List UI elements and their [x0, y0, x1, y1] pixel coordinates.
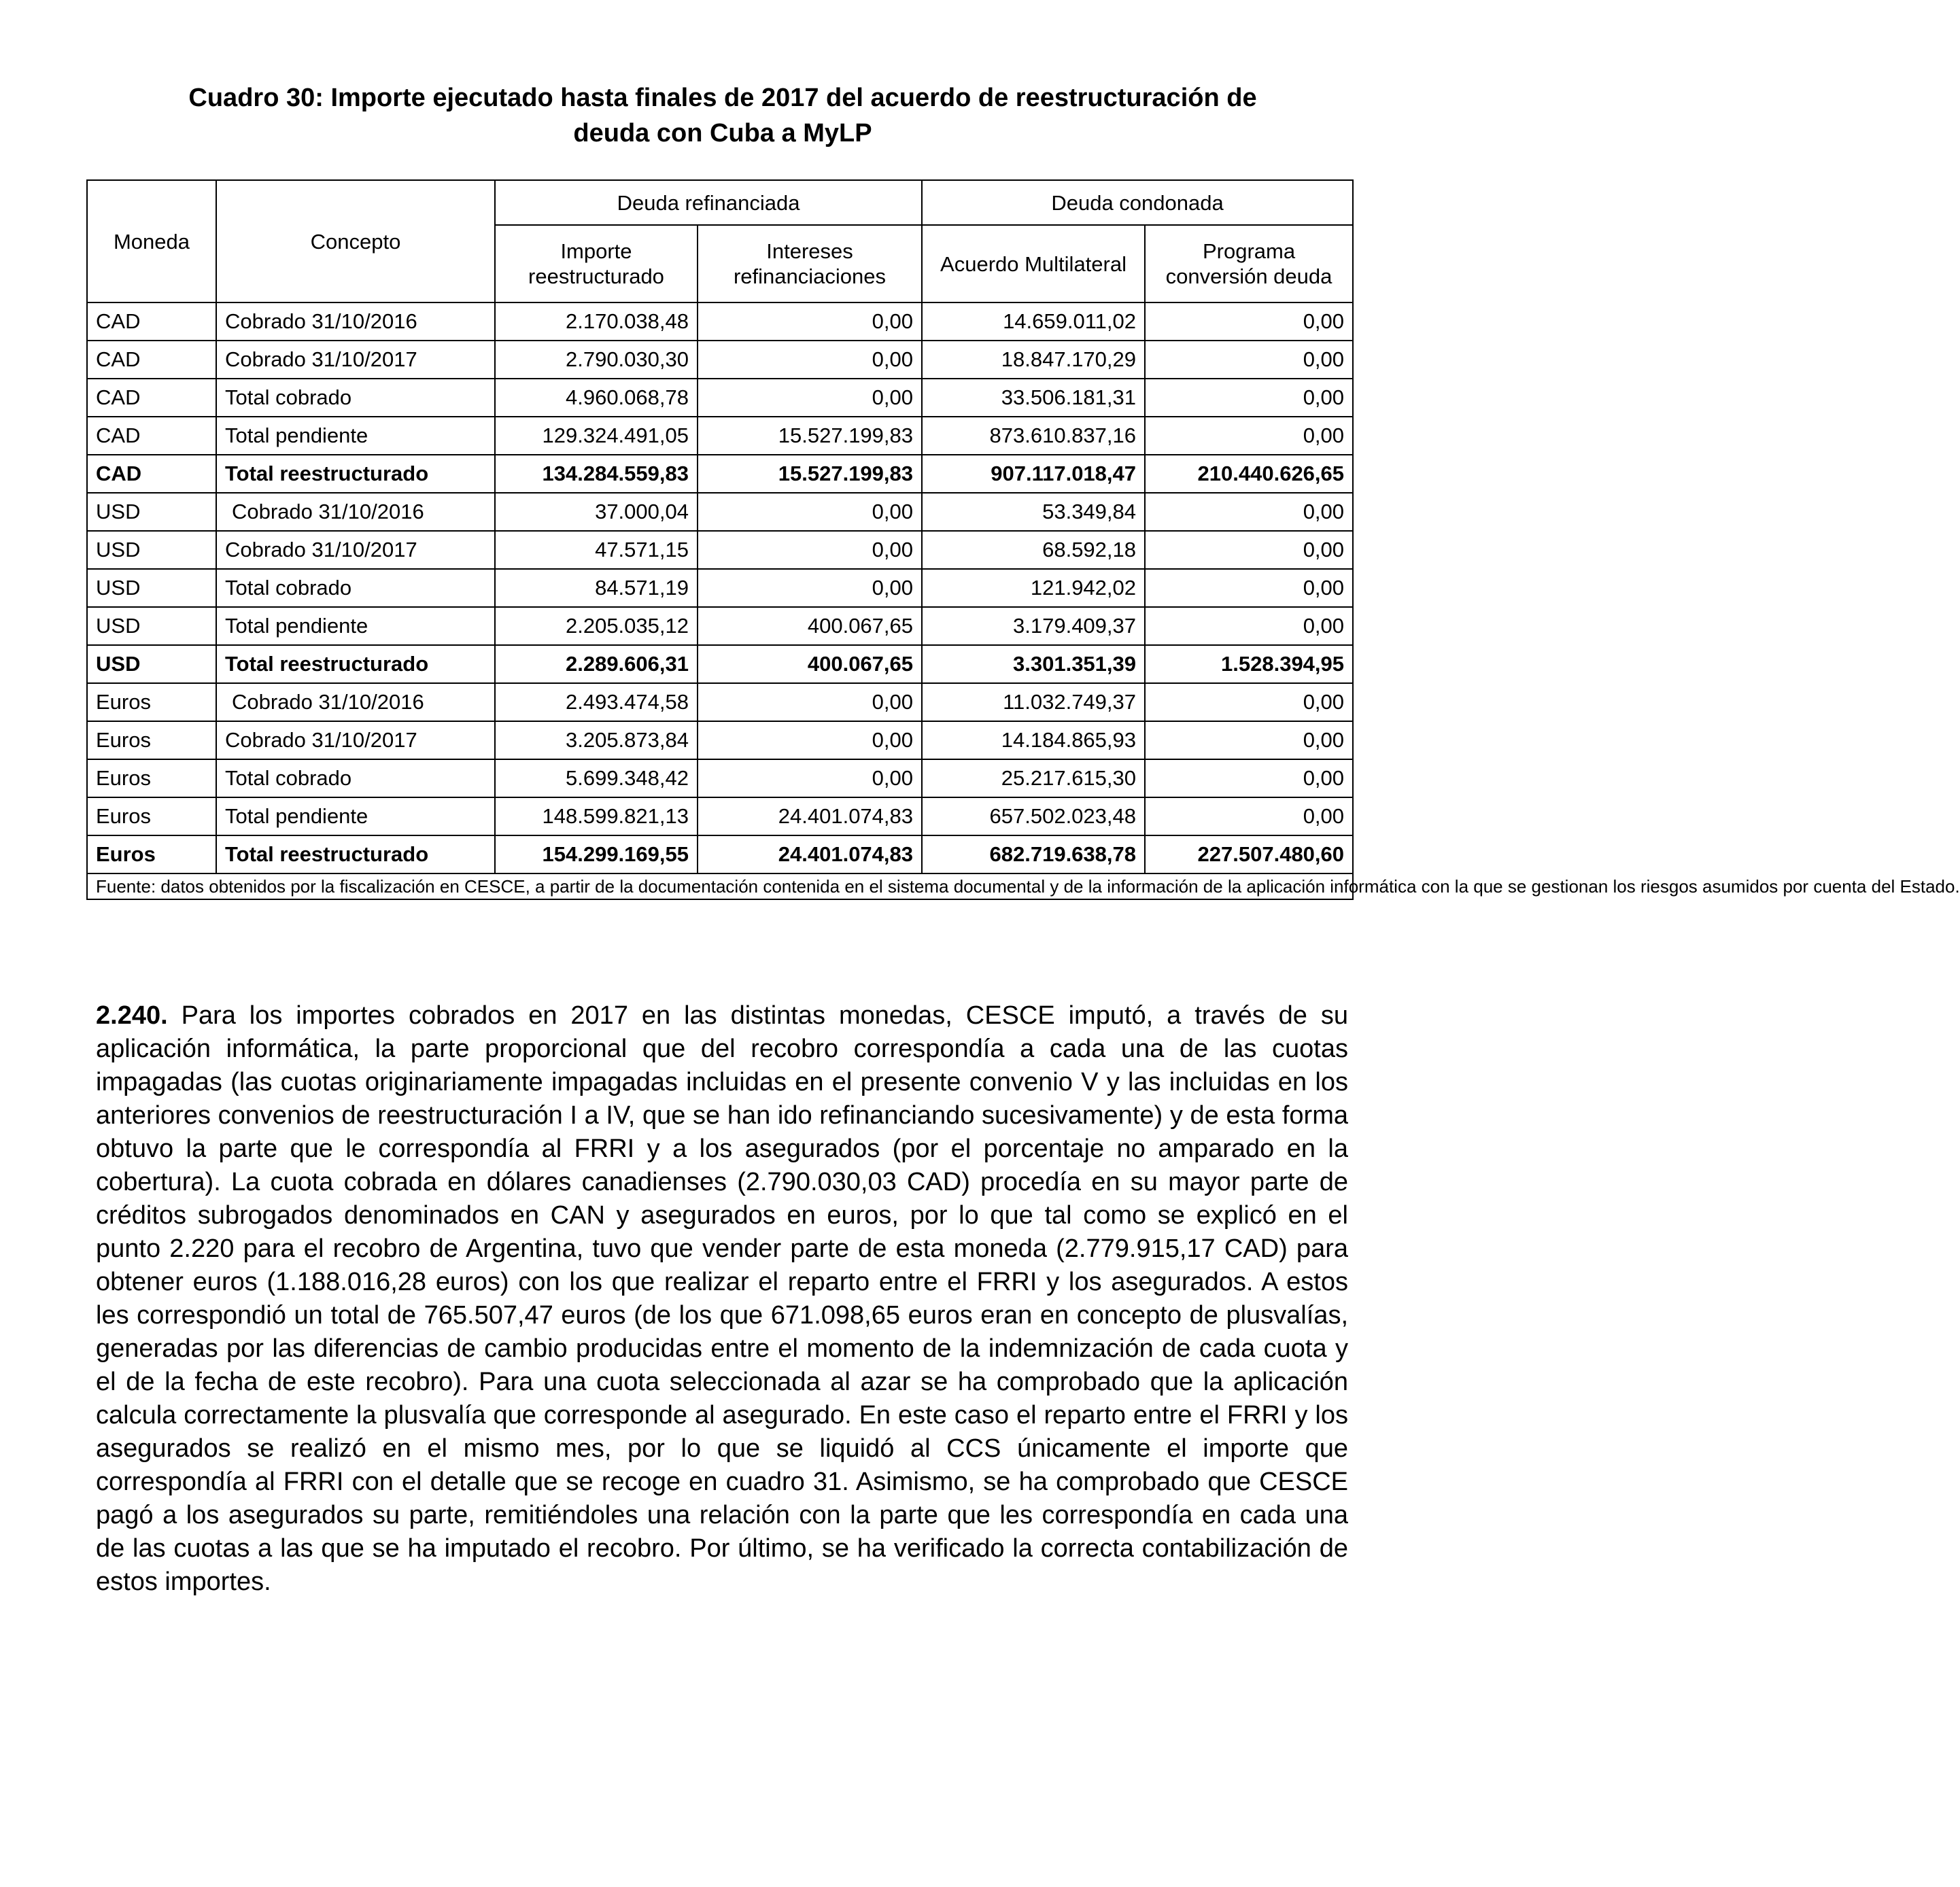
cell-concepto: Total pendiente [216, 607, 495, 645]
table-row [87, 531, 1353, 569]
cell-intereses: 24.401.074,83 [698, 797, 922, 835]
header-intereses: Intereses refinanciaciones [698, 225, 922, 302]
cell-intereses: 0,00 [698, 721, 922, 759]
cell-acuerdo: 14.184.865,93 [922, 721, 1145, 759]
cell-moneda: CAD [87, 302, 216, 341]
cell-acuerdo: 14.659.011,02 [922, 302, 1145, 341]
cell-acuerdo: 3.301.351,39 [922, 645, 1145, 683]
cell-intereses: 0,00 [698, 759, 922, 797]
cell-intereses: 24.401.074,83 [698, 835, 922, 873]
cell-programa: 0,00 [1145, 493, 1353, 531]
cell-acuerdo: 657.502.023,48 [922, 797, 1145, 835]
header-programa: Programa conversión deuda [1145, 225, 1353, 302]
cell-importe: 2.493.474,58 [495, 683, 698, 721]
paragraph-2-240 [96, 999, 1348, 1599]
cell-intereses: 0,00 [698, 341, 922, 379]
cell-programa: 0,00 [1145, 531, 1353, 569]
cell-importe: 2.170.038,48 [495, 302, 698, 341]
table-row [87, 645, 1353, 683]
cell-intereses: 0,00 [698, 379, 922, 417]
header-concepto: Concepto [216, 180, 495, 302]
cell-moneda: Euros [87, 721, 216, 759]
cell-programa: 0,00 [1145, 797, 1353, 835]
header-importe: Importe reestructurado [495, 225, 698, 302]
cell-programa: 0,00 [1145, 607, 1353, 645]
cell-acuerdo: 682.719.638,78 [922, 835, 1145, 873]
table-row [87, 455, 1353, 493]
cell-intereses: 0,00 [698, 302, 922, 341]
cell-importe: 154.299.169,55 [495, 835, 698, 873]
cell-moneda: Euros [87, 835, 216, 873]
cell-programa: 227.507.480,60 [1145, 835, 1353, 873]
cell-acuerdo: 25.217.615,30 [922, 759, 1145, 797]
table-row [87, 341, 1353, 379]
cell-concepto: Cobrado 31/10/2016 [216, 493, 495, 531]
cell-moneda: Euros [87, 797, 216, 835]
cell-intereses: 0,00 [698, 531, 922, 569]
table-body [87, 302, 1353, 873]
cell-intereses: 0,00 [698, 569, 922, 607]
cell-concepto: Cobrado 31/10/2017 [216, 721, 495, 759]
source-row [87, 873, 1353, 899]
caption-line-2: deuda con Cuba a MyLP [573, 119, 872, 148]
cell-concepto: Total reestructurado [216, 455, 495, 493]
table-caption [82, 80, 1364, 151]
table-row [87, 835, 1353, 873]
header-row-1 [87, 180, 1353, 225]
cell-importe: 2.289.606,31 [495, 645, 698, 683]
table-row [87, 683, 1353, 721]
cell-acuerdo: 53.349,84 [922, 493, 1145, 531]
cell-programa: 0,00 [1145, 721, 1353, 759]
cell-importe: 129.324.491,05 [495, 417, 698, 455]
cell-concepto: Cobrado 31/10/2017 [216, 531, 495, 569]
cell-acuerdo: 33.506.181,31 [922, 379, 1145, 417]
cell-concepto: Cobrado 31/10/2017 [216, 341, 495, 379]
cell-acuerdo: 18.847.170,29 [922, 341, 1145, 379]
cell-moneda: CAD [87, 379, 216, 417]
cell-moneda: CAD [87, 341, 216, 379]
cell-concepto: Cobrado 31/10/2016 [216, 302, 495, 341]
cell-importe: 37.000,04 [495, 493, 698, 531]
cell-programa: 0,00 [1145, 569, 1353, 607]
cell-concepto: Total cobrado [216, 569, 495, 607]
header-moneda: Moneda [87, 180, 216, 302]
cell-acuerdo: 3.179.409,37 [922, 607, 1145, 645]
header-acuerdo: Acuerdo Multilateral [922, 225, 1145, 302]
cell-moneda: CAD [87, 417, 216, 455]
cell-concepto: Total pendiente [216, 417, 495, 455]
header-deuda-condonada: Deuda condonada [922, 180, 1353, 225]
cell-intereses: 400.067,65 [698, 607, 922, 645]
cell-importe: 134.284.559,83 [495, 455, 698, 493]
cell-programa: 0,00 [1145, 683, 1353, 721]
table-row [87, 759, 1353, 797]
table-row [87, 797, 1353, 835]
cell-acuerdo: 68.592,18 [922, 531, 1145, 569]
table-row [87, 721, 1353, 759]
cell-intereses: 15.527.199,83 [698, 417, 922, 455]
cell-moneda: CAD [87, 455, 216, 493]
cell-concepto: Cobrado 31/10/2016 [216, 683, 495, 721]
cell-programa: 0,00 [1145, 759, 1353, 797]
table-row [87, 607, 1353, 645]
cell-programa: 0,00 [1145, 417, 1353, 455]
cell-moneda: Euros [87, 759, 216, 797]
cell-concepto: Total reestructurado [216, 835, 495, 873]
cell-importe: 2.205.035,12 [495, 607, 698, 645]
cell-moneda: Euros [87, 683, 216, 721]
cell-moneda: USD [87, 493, 216, 531]
cell-importe: 47.571,15 [495, 531, 698, 569]
cell-concepto: Total pendiente [216, 797, 495, 835]
cell-moneda: USD [87, 531, 216, 569]
cell-acuerdo: 121.942,02 [922, 569, 1145, 607]
table-row [87, 379, 1353, 417]
cell-concepto: Total cobrado [216, 759, 495, 797]
cell-intereses: 0,00 [698, 683, 922, 721]
cell-programa: 0,00 [1145, 302, 1353, 341]
cell-intereses: 15.527.199,83 [698, 455, 922, 493]
cell-acuerdo: 873.610.837,16 [922, 417, 1145, 455]
cell-acuerdo: 907.117.018,47 [922, 455, 1145, 493]
table-row [87, 417, 1353, 455]
cell-moneda: USD [87, 645, 216, 683]
debt-restructuring-table [86, 179, 1960, 900]
cell-importe: 84.571,19 [495, 569, 698, 607]
cell-importe: 148.599.821,13 [495, 797, 698, 835]
header-deuda-refinanciada: Deuda refinanciada [495, 180, 922, 225]
source-note: Fuente: datos obtenidos por la fiscalización en CESCE, a partir de la documentación contenida en el sistema documental y de la información de la aplicación informática con la que se gestionan los riesgos asumidos por cuenta del Estado. [87, 873, 1353, 899]
table-row [87, 302, 1353, 341]
cell-programa: 1.528.394,95 [1145, 645, 1353, 683]
caption-line-1: Cuadro 30: Importe ejecutado hasta finales de 2017 del acuerdo de reestructuración de [188, 84, 1257, 112]
paragraph-text: Para los importes cobrados en 2017 en las distintas monedas, CESCE imputó, a través de su aplicación informática, la parte proporcional que del recobro correspondía a cada una de las cuotas impagadas (las cuotas originariamente impagadas incluidas en el presente convenio V y las incluidas en los anteriores convenios de reestructuración I a IV, que se han ido refinanciando sucesivamente) y de esta forma obtuvo la parte que le correspondía al FRRI y a los asegurados (por el porcentaje no amparado en la cobertura). La cuota cobrada en dólares canadienses (2.790.030,03 CAD) procedía en su mayor parte de créditos subrogados denominados en CAN y asegurados en euros, por lo que tal como se explicó en el punto 2.220 para el recobro de Argentina, tuvo que vender parte de esta moneda (2.779.915,17 CAD) para obtener euros (1.188.016,28 euros) con los que realizar el reparto entre el FRRI y los asegurados. A estos les correspondió un total de 765.507,47 euros (de los que 671.098,65 euros eran en concepto de plusvalías, generadas por las diferencias de cambio producidas entre el momento de la indemnización de cada cuota y el de la fecha de este recobro). Para una cuota seleccionada al azar se ha comprobado que la aplicación calcula correctamente la plusvalía que corresponde al asegurado. En este caso el reparto entre el FRRI y los asegurados se realizó en el mismo mes, por lo que se liquidó al CCS únicamente el importe que correspondía al FRRI con el detalle que se recoge en cuadro 31. Asimismo, se ha comprobado que CESCE pagó a los asegurados su parte, remitiéndoles una relación con la parte que les correspondía en cada una de las cuotas a las que se ha imputado el recobro. Por último, se ha verificado la correcta contabilización de estos importes. [96, 1001, 1348, 1596]
cell-importe: 5.699.348,42 [495, 759, 698, 797]
cell-acuerdo: 11.032.749,37 [922, 683, 1145, 721]
cell-importe: 4.960.068,78 [495, 379, 698, 417]
paragraph-number: 2.240. [96, 1001, 168, 1030]
cell-moneda: USD [87, 569, 216, 607]
table-row [87, 569, 1353, 607]
cell-programa: 0,00 [1145, 341, 1353, 379]
cell-programa: 0,00 [1145, 379, 1353, 417]
cell-intereses: 400.067,65 [698, 645, 922, 683]
cell-intereses: 0,00 [698, 493, 922, 531]
cell-moneda: USD [87, 607, 216, 645]
cell-importe: 2.790.030,30 [495, 341, 698, 379]
cell-programa: 210.440.626,65 [1145, 455, 1353, 493]
cell-concepto: Total reestructurado [216, 645, 495, 683]
table-row [87, 493, 1353, 531]
cell-concepto: Total cobrado [216, 379, 495, 417]
cell-importe: 3.205.873,84 [495, 721, 698, 759]
